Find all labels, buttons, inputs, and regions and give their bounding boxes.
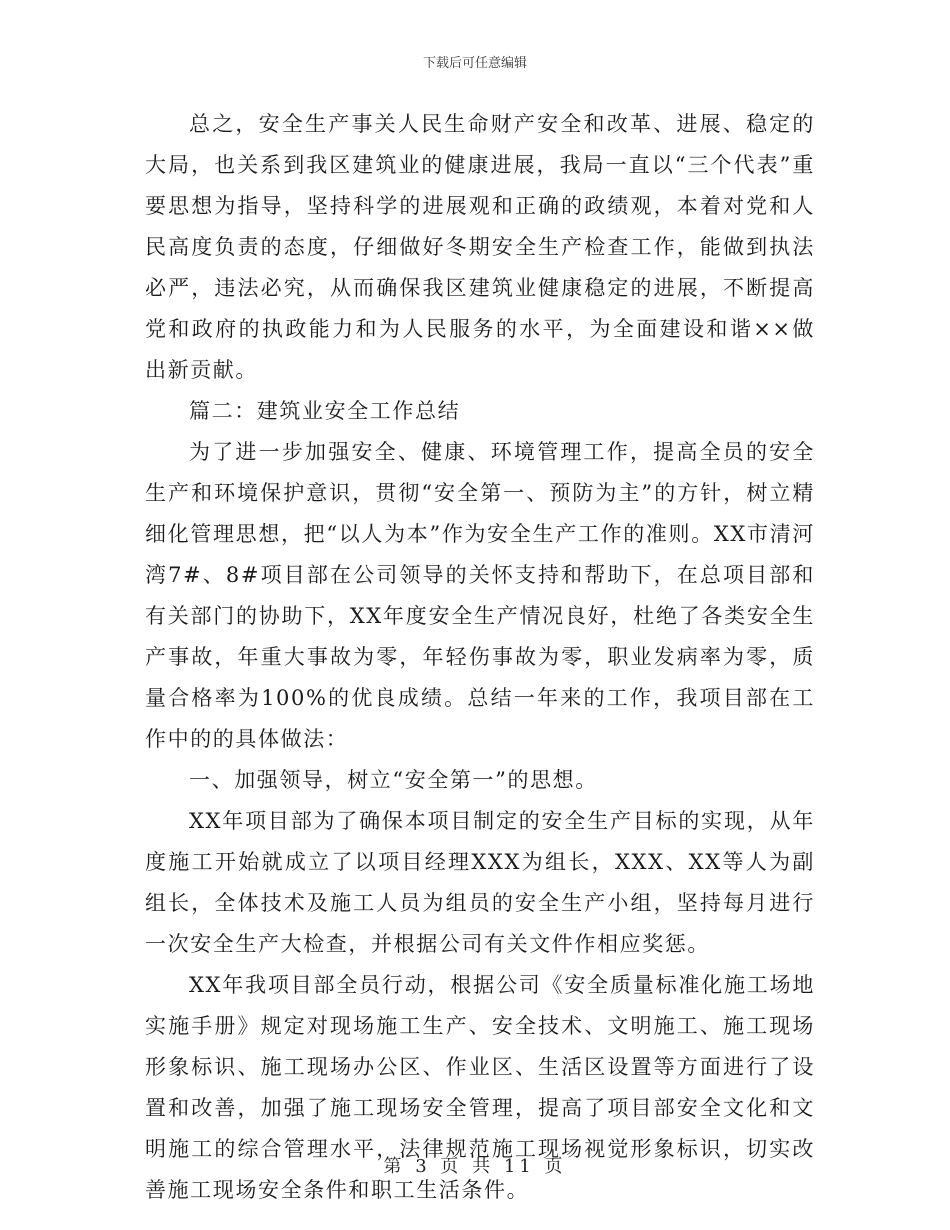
section-heading: 篇二：建筑业安全工作总结 [189, 399, 461, 423]
paragraph-leadership: XX年项目部为了确保本项目制定的安全生产目标的实现，从年度施工开始就成立了以项目经理XXX为组长，XXX、XX等人为副组长，全体技术及施工人员为组员的安全生产小组，坚持每月进行一次安全生产大检查，并根据公司有关文件作相应奖惩。 [145, 809, 815, 956]
page-number: 第 3 页 共 11 页 [383, 1156, 567, 1177]
subsection-heading: 一、加强领导，树立“安全第一”的思想。 [189, 768, 598, 792]
document-body [145, 104, 815, 1211]
paragraph-site-management: XX年我项目部全员行动，根据公司《安全质量标准化施工场地实施手册》规定对现场施工生产、安全技术、文明施工、施工现场形象标识、施工现场办公区、作业区、生活区设置等方面进行了设置和改善，加强了施工现场安全管理，提高了项目部安全文化和文明施工的综合管理水平，法律规范施工现场视觉形象标识，切实改善施工现场安全条件和职工生活条件。 [145, 973, 815, 1202]
paragraph-conclusion: 总之，安全生产事关人民生命财产安全和改革、进展、稳定的大局，也关系到我区建筑业的健康进展，我局一直以“三个代表”重要思想为指导，坚持科学的进展观和正确的政绩观，本着对党和人民高度负责的态度，仔细做好冬期安全生产检查工作，能做到执法必严，违法必究，从而确保我区建筑业健康稳定的进展，不断提高党和政府的执政能力和为人民服务的水平，为全面建设和谐××做出新贡献。 [145, 112, 815, 382]
page-header-note: 下载后可任意编辑 [422, 56, 527, 71]
paragraph-intro: 为了进一步加强安全、健康、环境管理工作，提高全员的安全生产和环境保护意识，贯彻“安全第一、预防为主”的方针，树立精细化管理思想，把“以人为本”作为安全生产工作的准则。XX市清河湾7#、8#项目部在公司领导的关怀支持和帮助下，在总项目部和有关部门的协助下，XX年度安全生产情况良好，杜绝了各类安全生产事故，年重大事故为零，年轻伤事故为零，职业发病率为零，质量合格率为100%的优良成绩。总结一年来的工作，我项目部在工作中的的具体做法： [145, 440, 815, 751]
